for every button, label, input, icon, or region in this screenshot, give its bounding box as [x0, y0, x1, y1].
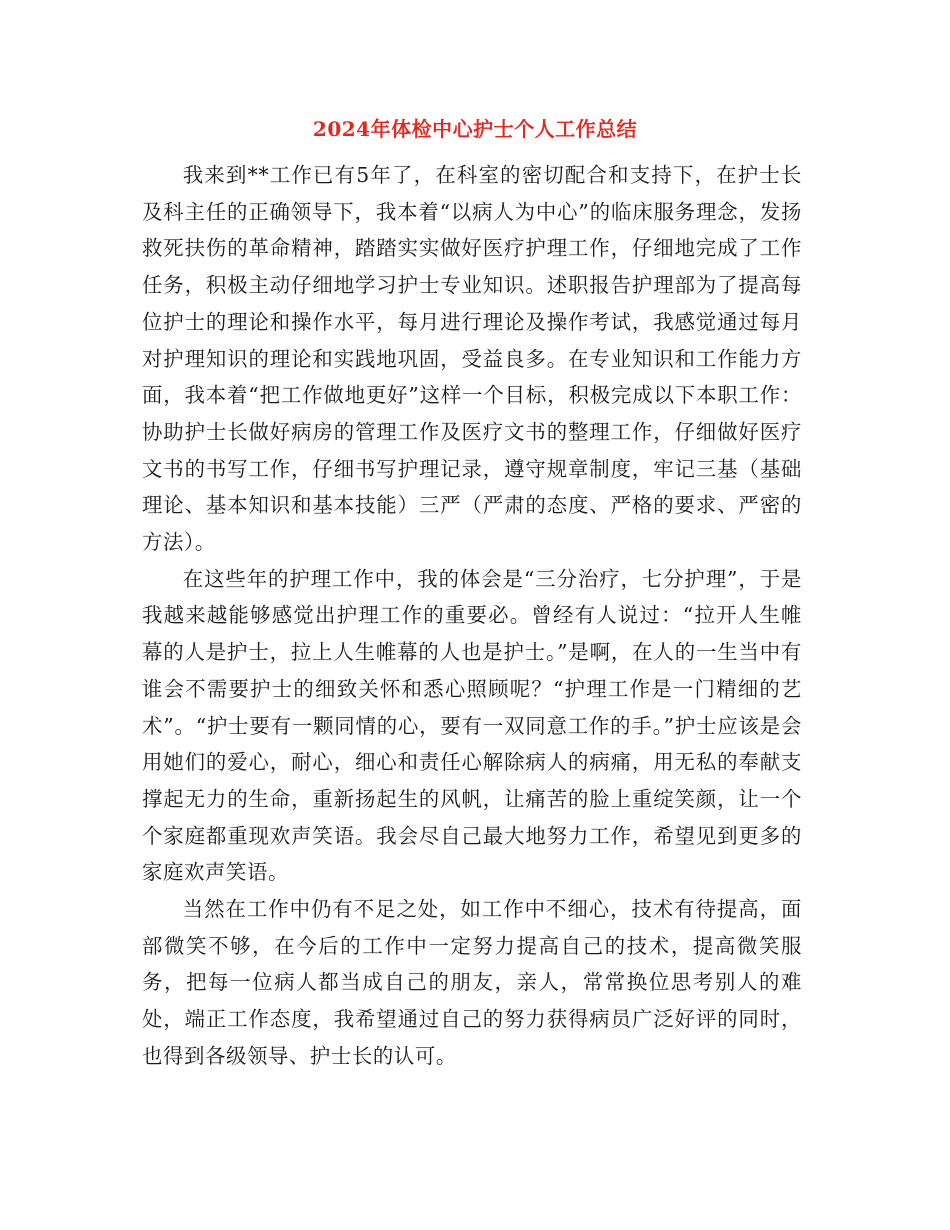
paragraph-3: 当然在工作中仍有不足之处，如工作中不细心，技术有待提高，面部微笑不够，在今后的工作中一定努力提高自己的技术，提高微笑服务，把每一位病人都当成自己的朋友，亲人，常常换位思考别人的难处，端正工作态度，我希望通过自己的努力获得病员广泛好评的同时，也得到各级领导、护士长的认可。: [142, 897, 802, 1068]
document-body: [142, 157, 802, 1075]
paragraph-1: 我来到**工作已有5年了，在科室的密切配合和支持下，在护士长及科主任的正确领导下，我本着“以病人为中心”的临床服务理念，发扬救死扶伤的革命精神，踏踏实实做好医疗护理工作，仔细地完成了工作任务，积极主动仔细地学习护士专业知识。述职报告护理部为了提高每位护士的理论和操作水平，每月进行理论及操作考试，我感觉通过每月对护理知识的理论和实践地巩固，受益良多。在专业知识和工作能力方面，我本着“把工作做地更好”这样一个目标，积极完成以下本职工作：协助护士长做好病房的管理工作及医疗文书的整理工作，仔细做好医疗文书的书写工作，仔细书写护理记录，遵守规章制度，牢记三基（基础理论、基本知识和基本技能）三严（严肃的态度、严格的要求、严密的方法）。: [142, 163, 802, 555]
document-title: 2024年体检中心护士个人工作总结: [312, 117, 638, 141]
paragraph-2: 在这些年的护理工作中，我的体会是“三分治疗，七分护理”，于是我越来越能够感觉出护理工作的重要必。曾经有人说过：“拉开人生帷幕的人是护士，拉上人生帷幕的人也是护士。”是啊，在人的一生当中有谁会不需要护士的细致关怀和悉心照顾呢？“护理工作是一门精细的艺术”。“护士要有一颗同情的心，要有一双同意工作的手。”护士应该是会用她们的爱心，耐心，细心和责任心解除病人的病痛，用无私的奉献支撑起无力的生命，重新扬起生的风帆，让痛苦的脸上重绽笑颜，让一个个家庭都重现欢声笑语。我会尽自己最大地努力工作，希望见到更多的家庭欢声笑语。: [142, 566, 802, 885]
